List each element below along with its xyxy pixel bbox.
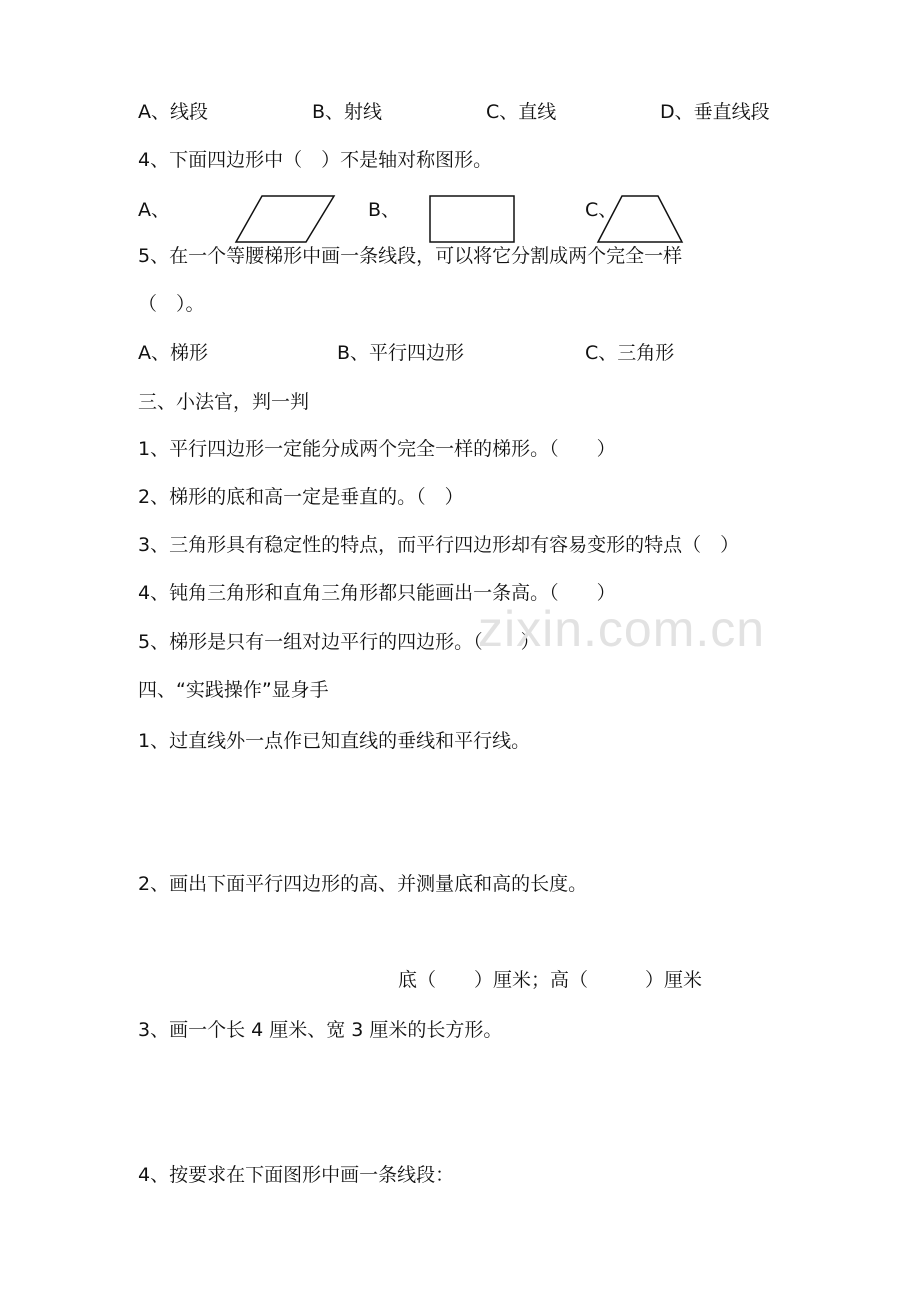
option-a-line-segment: A、线段 (138, 101, 208, 123)
q5-option-c-triangle: C、三角形 (585, 342, 675, 364)
question-4-text: 4、下面四边形中（ ）不是轴对称图形。 (138, 149, 493, 171)
isosceles-trapezoid-figure (596, 194, 686, 246)
judge-item-3: 3、三角形具有稳定性的特点，而平行四边形却有容易变形的特点（ ） (138, 534, 740, 556)
judge-item-4: 4、钝角三角形和直角三角形都只能画出一条高。（ ） (138, 582, 616, 604)
judge-item-5: 5、梯形是只有一组对边平行的四边形。（ ） (138, 631, 540, 653)
rectangle-figure (428, 194, 518, 246)
judge-item-2: 2、梯形的底和高一定是垂直的。（ ） (138, 486, 464, 508)
parallelogram-figure (234, 194, 338, 246)
q5-option-b-parallelogram: B、平行四边形 (337, 342, 465, 364)
q4-option-c-label: C、 (585, 199, 618, 221)
option-b-ray: B、射线 (312, 101, 383, 123)
question-5-text-cont: （ ）。 (138, 293, 205, 315)
question-5-text: 5、在一个等腰梯形中画一条线段，可以将它分割成两个完全一样 (138, 245, 683, 267)
judge-item-1: 1、平行四边形一定能分成两个完全一样的梯形。（ ） (138, 438, 616, 460)
practice-question-3: 3、画一个长 4 厘米、宽 3 厘米的长方形。 (138, 1019, 503, 1041)
option-d-perpendicular-segment: D、垂直线段 (660, 101, 770, 123)
practice-question-4: 4、按要求在下面图形中画一条线段： (138, 1164, 455, 1186)
watermark: zixin.com.cn (478, 601, 766, 657)
base-height-answer-line: 底（ ）厘米；高（ ）厘米 (398, 969, 703, 991)
q4-option-a-label: A、 (138, 199, 170, 221)
section-3-title: 三、小法官，判一判 (138, 391, 310, 413)
practice-question-2: 2、画出下面平行四边形的高、并测量底和高的长度。 (138, 873, 588, 895)
section-4-title: 四、“实践操作”显身手 (138, 679, 329, 701)
q5-option-a-trapezoid: A、梯形 (138, 342, 208, 364)
option-c-line: C、直线 (486, 101, 557, 123)
practice-question-1: 1、过直线外一点作已知直线的垂线和平行线。 (138, 730, 531, 752)
q4-option-b-label: B、 (368, 199, 401, 221)
